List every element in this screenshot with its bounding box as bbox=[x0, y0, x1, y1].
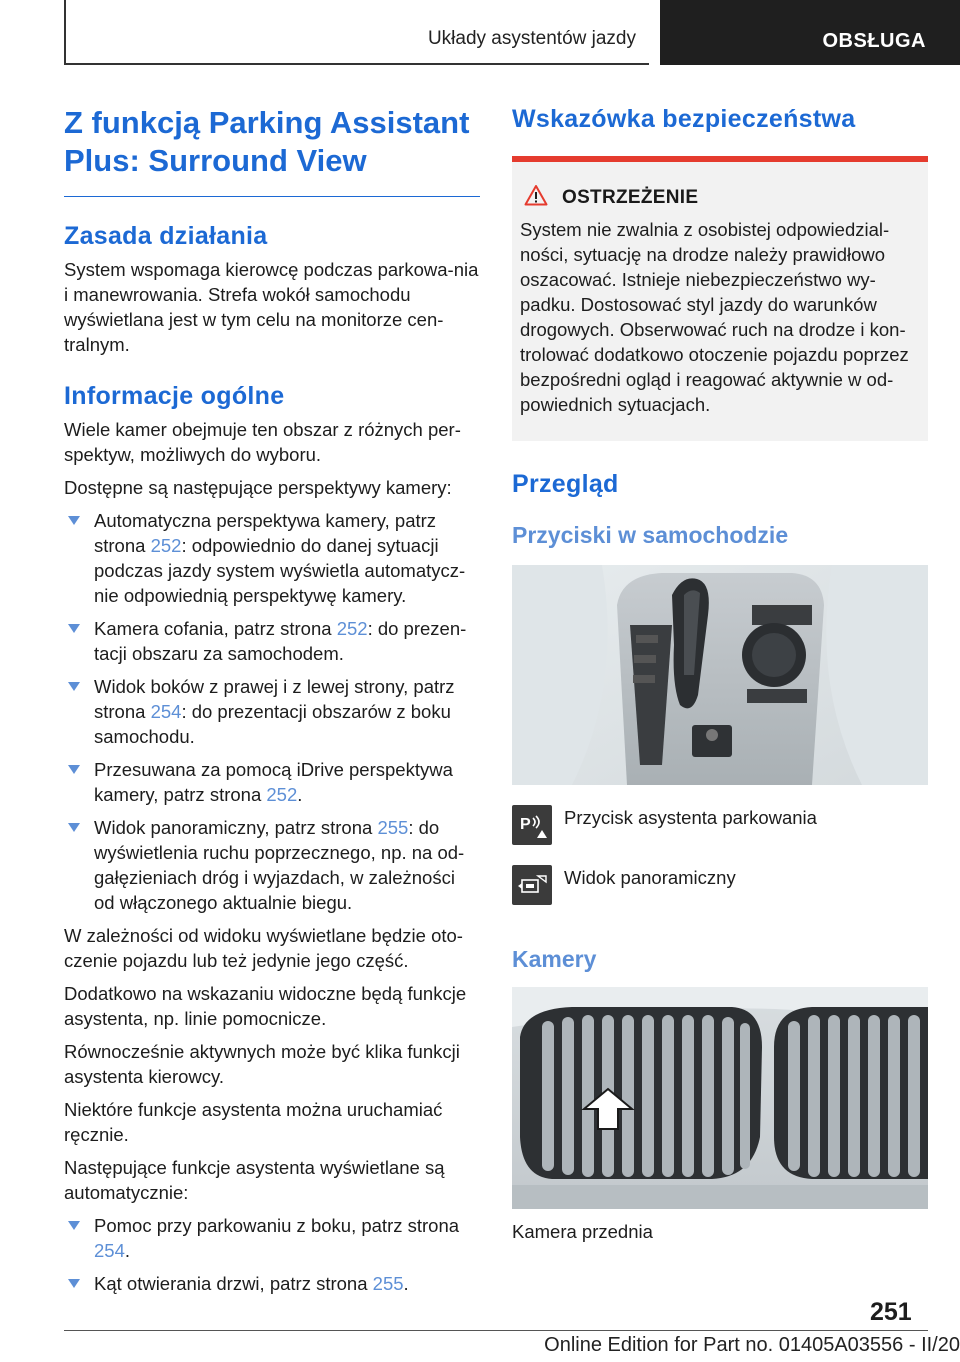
panorama-view-button-icon bbox=[512, 865, 552, 905]
warning-header bbox=[520, 184, 920, 211]
paragraph-3: W zależności od widoku wyświetlane będzie oto-czenie pojazdu lub też jedynie jego część. bbox=[64, 925, 463, 971]
list-item: Pomoc przy parkowaniu z boku, patrz strona 254. bbox=[64, 1213, 480, 1263]
list-item: Przesuwana za pomocą iDrive perspektywa kamery, patrz strona 252. bbox=[64, 757, 480, 807]
panorama-view-button-row bbox=[512, 865, 928, 905]
buttons-heading: Przyciski w samochodzie bbox=[512, 522, 789, 548]
bullet-triangle-icon bbox=[68, 765, 80, 774]
page-title: Z funkcją Parking Assistant Plus: Surround View bbox=[64, 105, 470, 178]
footer-edition: Online Edition for Part no. 01405A03556 - II/20 bbox=[544, 1334, 960, 1356]
safety-heading: Wskazówka bezpieczeństwa bbox=[512, 105, 856, 133]
perspectives-list bbox=[64, 508, 480, 915]
warning-text: System nie zwalnia z osobistej odpowiedzial-ności, sytuację na drodze należy prawidłowo oszacować. Istnieje niebezpieczeństwo wy-padku. Dostosować styl jazdy do warunków drogowych. Obserwować ruch na drodze i kon-trolować dodatkowo otoczenie pojazdu poprzez bezpośredni ogląd i reagować aktywnie w od-powiednich sytuacjach. bbox=[520, 219, 909, 415]
page-link[interactable]: 254 bbox=[150, 701, 182, 722]
bullet-triangle-icon bbox=[68, 682, 80, 691]
bullet-triangle-icon bbox=[68, 516, 80, 525]
principle-text: System wspomaga kierowcę podczas parkowa-nia i manewrowania. Strefa wokół samochodu wyświetlana jest w tym celu na monitorze cen-tralnym. bbox=[64, 259, 479, 355]
list-item: Automatyczna perspektywa kamery, patrz strona 252: odpowiednio do danej sytuacji podczas jazdy system wyświetla automatycz-nie odpowiednią perspektywę kamery. bbox=[64, 508, 480, 608]
front-camera-caption: Kamera przednia bbox=[512, 1221, 653, 1242]
bullet-triangle-icon bbox=[68, 1221, 80, 1230]
warning-triangle-icon bbox=[524, 184, 548, 211]
cameras-heading: Kamery bbox=[512, 946, 597, 972]
list-item: Widok boków z prawej i z lewej strony, patrz strona 254: do prezentacji obszarów z boku samochodu. bbox=[64, 674, 480, 749]
paragraph-6: Niektóre funkcje asystenta można uruchamiać ręcznie. bbox=[64, 1099, 443, 1145]
left-column bbox=[64, 104, 480, 1296]
principle-heading: Zasada działania bbox=[64, 222, 268, 250]
paragraph-7: Następujące funkcje asystenta wyświetlane są automatycznie: bbox=[64, 1157, 445, 1203]
list-item: Widok panoramiczny, patrz strona 255: do wyświetlenia ruchu poprzecznego, np. na od-gałęzieniach dróg i wyjazdach, w zależności od włączonego aktualnie biegu. bbox=[64, 815, 480, 915]
general-heading: Informacje ogólne bbox=[64, 382, 285, 410]
list-item: Kąt otwierania drzwi, patrz strona 255. bbox=[64, 1271, 480, 1296]
page-number: 251 bbox=[870, 1298, 912, 1326]
bullet-triangle-icon bbox=[68, 624, 80, 633]
panorama-view-button-label: Widok panoramiczny bbox=[564, 867, 736, 888]
header-bottom-rule bbox=[64, 63, 649, 65]
parking-assist-button-row bbox=[512, 805, 928, 845]
warning-title: OSTRZEŻENIE bbox=[562, 186, 699, 208]
footer-rule bbox=[64, 1330, 928, 1331]
right-column bbox=[512, 104, 928, 1244]
header-section-tab[interactable]: OBSŁUGA bbox=[660, 0, 960, 65]
paragraph-4: Dodatkowo na wskazaniu widoczne będą funkcje asystenta, np. linie pomocnicze. bbox=[64, 983, 467, 1029]
general-paragraph-2: Dostępne są następujące perspektywy kamery: bbox=[64, 477, 452, 498]
page-link[interactable]: 252 bbox=[336, 618, 368, 639]
page-link[interactable]: 252 bbox=[266, 784, 298, 805]
parking-assist-button-icon bbox=[512, 805, 552, 845]
auto-functions-list bbox=[64, 1213, 480, 1296]
bullet-triangle-icon bbox=[68, 1279, 80, 1288]
parking-assist-button-label: Przycisk asystenta parkowania bbox=[564, 807, 817, 828]
center-console-image bbox=[512, 565, 928, 785]
general-paragraph-1: Wiele kamer obejmuje ten obszar z różnych per-spektyw, możliwych do wyboru. bbox=[64, 419, 461, 465]
title-rule bbox=[64, 196, 480, 197]
overview-heading: Przegląd bbox=[512, 470, 619, 498]
page-link[interactable]: 255 bbox=[377, 817, 409, 838]
front-grille-camera-image bbox=[512, 987, 928, 1209]
svg-text:P: P bbox=[520, 816, 531, 833]
page-link[interactable]: 252 bbox=[150, 535, 182, 556]
warning-box bbox=[512, 156, 928, 441]
list-item: Kamera cofania, patrz strona 252: do prezen-tacji obszaru za samochodem. bbox=[64, 616, 480, 666]
paragraph-5: Równocześnie aktywnych może być klika funkcji asystenta kierowcy. bbox=[64, 1041, 460, 1087]
page-link[interactable]: 255 bbox=[372, 1273, 404, 1294]
bullet-triangle-icon bbox=[68, 823, 80, 832]
header-section-title: Układy asystentów jazdy bbox=[427, 28, 636, 49]
page-link[interactable]: 254 bbox=[94, 1240, 125, 1261]
